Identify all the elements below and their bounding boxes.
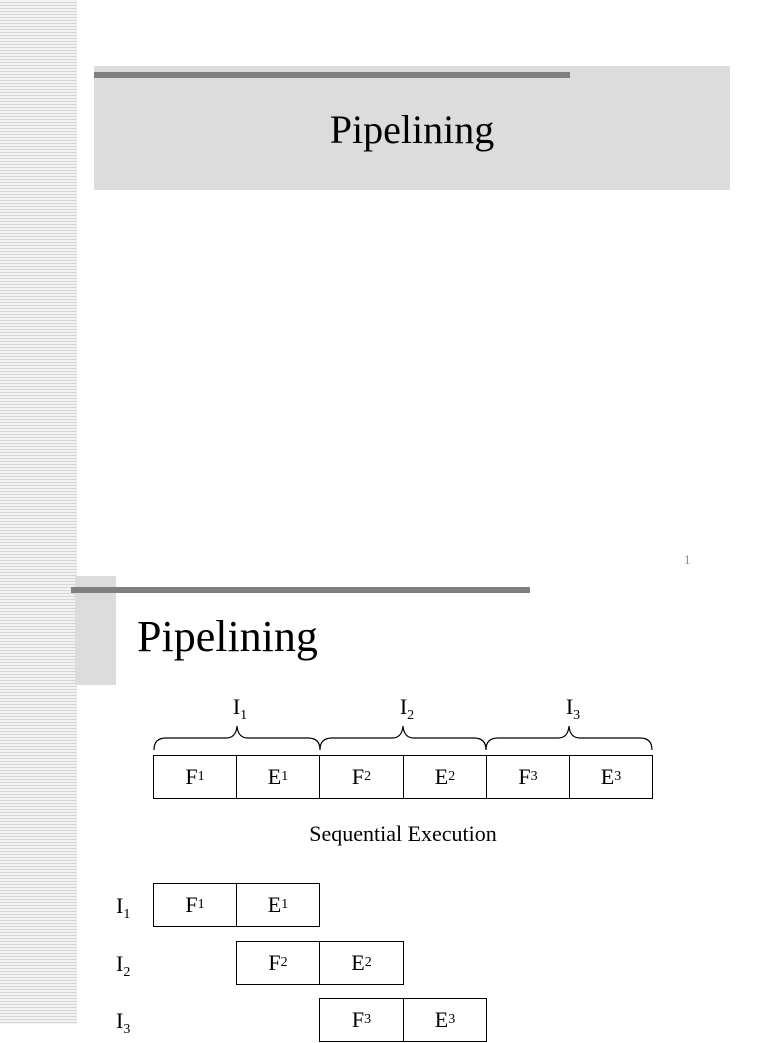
- slide1-title: Pipelining: [329, 107, 495, 152]
- seq-cell-e1: E 1: [236, 755, 320, 799]
- pipeline-row-label-i1: $I_1$: [116, 893, 131, 922]
- slide2-title: Pipelining: [137, 612, 318, 661]
- pipeline-row-label-i2: $I_2$: [116, 951, 131, 980]
- seq-cell-f2: F 2: [319, 755, 404, 799]
- seq-cell-f1: F 1: [153, 755, 237, 799]
- seq-cell-e3: E 3: [569, 755, 653, 799]
- brace-i3: [486, 726, 652, 750]
- pipe-cell-f3: F 3: [319, 998, 404, 1042]
- slide2-title-rule: [71, 587, 530, 593]
- instruction-label-i2: $I_2$: [399, 694, 415, 723]
- brace-i1: [154, 726, 320, 750]
- seq-cell-f3: F 3: [486, 755, 570, 799]
- pipeline-row-label-i3: $I_3$: [116, 1008, 131, 1037]
- pipe-cell-f1: F 1: [153, 883, 237, 927]
- pipe-cell-e2: E 2: [319, 941, 404, 985]
- pipe-cell-e3: E 3: [403, 998, 487, 1042]
- sequential-execution-caption: Sequential Execution: [309, 821, 497, 846]
- slide1-title-rule: [94, 72, 570, 78]
- instruction-label-i1: $I_1$: [232, 694, 248, 723]
- pipe-cell-f2: F 2: [236, 941, 320, 985]
- pipe-cell-e1: E 1: [236, 883, 320, 927]
- brace-i2: [320, 726, 486, 750]
- striped-left-margin: [0, 0, 77, 1024]
- instruction-label-i3: $I_3$: [565, 694, 581, 723]
- seq-cell-e2: E 2: [403, 755, 487, 799]
- page-number: 1: [684, 552, 691, 567]
- instruction-braces: [150, 722, 660, 754]
